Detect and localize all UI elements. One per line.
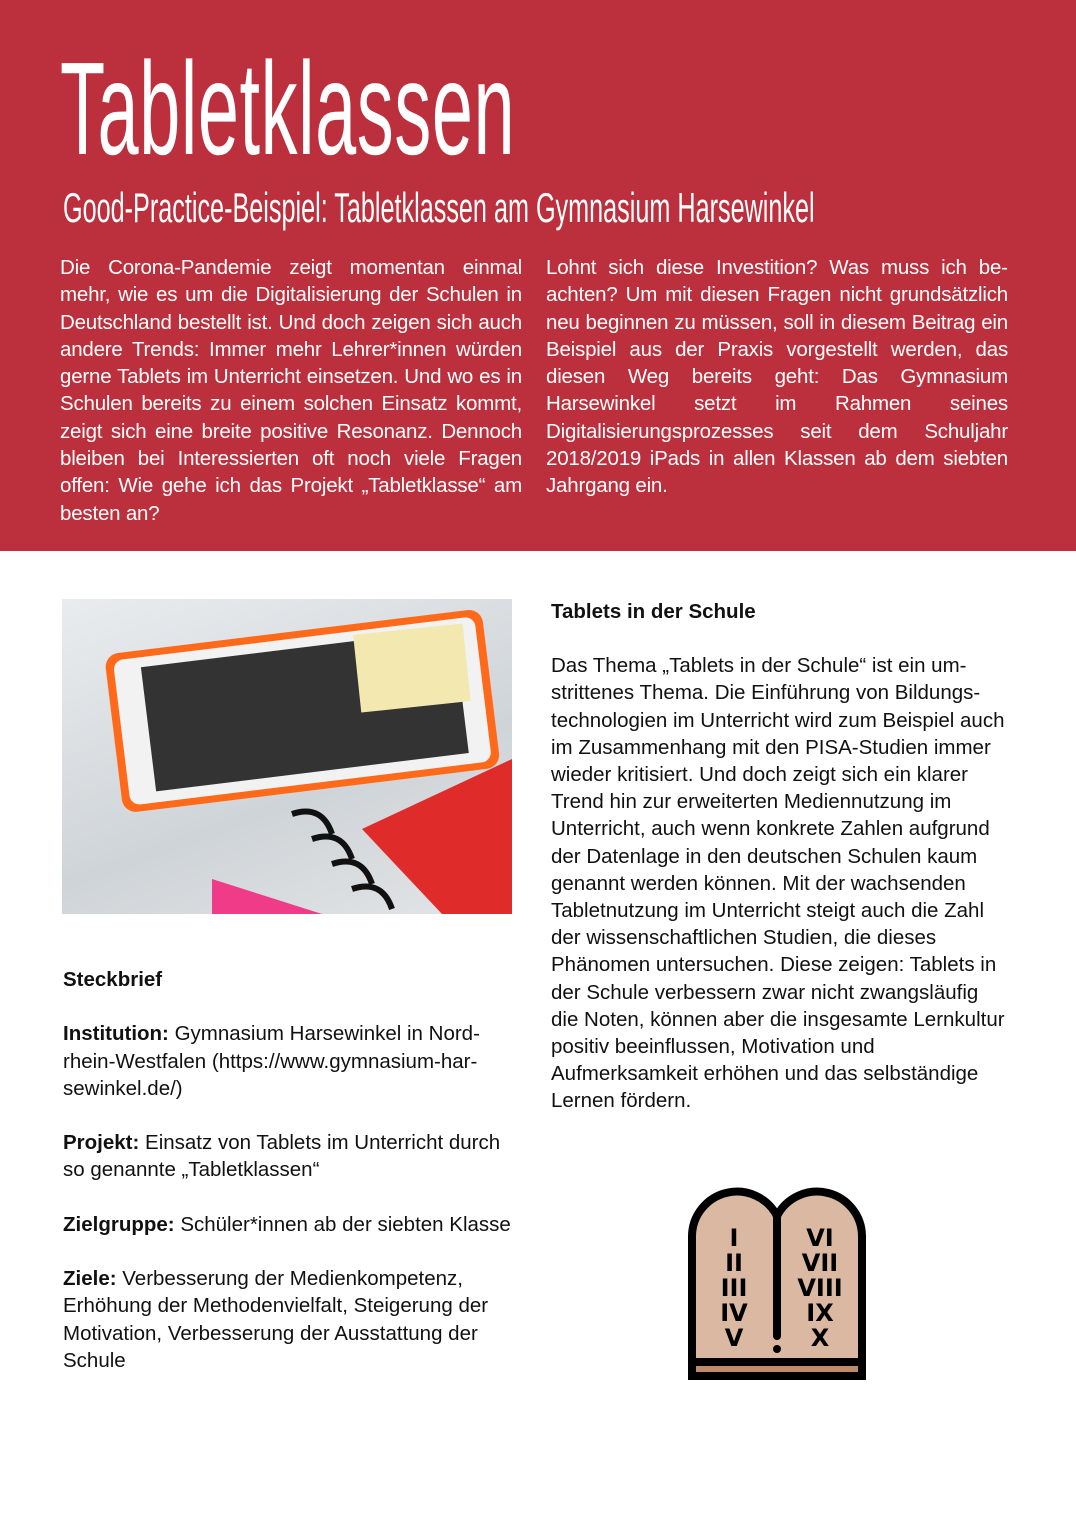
steckbrief-item xyxy=(63,1211,518,1238)
item-label: Projekt: xyxy=(63,1131,140,1155)
svg-text:VI: VI xyxy=(806,1224,834,1252)
svg-text:III: III xyxy=(720,1274,748,1302)
steckbrief-item xyxy=(63,1129,518,1184)
item-label: Ziele: xyxy=(63,1267,117,1291)
item-text: Schüler*innen ab der siebten Klasse xyxy=(180,1212,511,1236)
page-subtitle: Good-Practice-Beispiel: Tabletklassen am Gymnasium Harsewinkel xyxy=(63,184,815,231)
section-body: Das Thema „Tablets in der Schule“ ist ein umstrittenes Thema. Die Einführung von Bildungstechnologien im Unterricht wird zum Beispiel auch im Zusammenhang mit den PISA-Studien immer wieder kritisiert. Und doch zeigt sich ein klarer Trend hin zur erweiterten Mediennutzung im Unterricht, auch wenn konkrete Zahlen aufgrund der Datenlage in den deutschen Schulen kaum genannt werden können. Mit der wachsenden Tabletnutzung im Unterricht steigt auch die Zahl der wissenschaftlichen Studien, die dieses Phänomen untersuchen. Diese zeigen: Tablets in der Schule verbessern zwar nicht zwangsläufig die Noten, können aber die insgesamte Lernkultur positiv beeinflussen, Motivation und Aufmerksamkeit erhöhen und das selbständige Lernen fördern. xyxy=(551,654,1005,1113)
steckbrief-item xyxy=(63,1265,518,1374)
svg-text:VIII: VIII xyxy=(797,1274,843,1302)
steckbrief-item xyxy=(63,1020,518,1102)
header-banner xyxy=(0,0,1076,551)
page-title: Tabletklassen xyxy=(60,35,516,182)
svg-text:V: V xyxy=(724,1324,744,1352)
item-text: Verbesserung der Medienkompetenz, Erhöhung der Methodenvielfalt, Steigerung der Motivation, Verbesserung der Ausstattung der Schule xyxy=(63,1267,489,1372)
intro-left: Die Corona-Pandemie zeigt momentan einmal mehr, wie es um die Digitalisierung der Schulen in Deutschland bestellt ist. Und doch zeigen sich auch andere Trends: Immer mehr Lehrer*innen würden gerne Tablets im Unterricht einsetzen. Und wo es in Schulen bereits zu einem solchen Einsatz kommt, zeigt sich eine breite positive Resonanz. Dennoch bleiben bei Interessierten oft noch viele Fragen offen: Wie gehe ich das Projekt „Tabletklasse“ am besten an? xyxy=(60,256,522,525)
svg-text:I: I xyxy=(729,1224,739,1252)
svg-text:II: II xyxy=(725,1249,743,1277)
steckbrief-heading: Steckbrief xyxy=(63,968,163,991)
svg-text:IX: IX xyxy=(806,1299,834,1327)
item-text: Gymnasium Harsewinkel in Nordrhein-Westfalen (https://www.gymnasium-harsewinkel.de/) xyxy=(63,1022,480,1100)
svg-text:X: X xyxy=(810,1324,830,1352)
item-label: Zielgruppe: xyxy=(63,1212,175,1236)
svg-text:VII: VII xyxy=(801,1249,839,1277)
commandment-tablets-icon xyxy=(686,1186,868,1391)
intro-right: Lohnt sich diese Investition? Was muss ich beachten? Um mit diesen Fragen nicht grundsätzlich neu beginnen zu müssen, soll in diesem Beitrag ein Beispiel aus der Praxis vorgestellt werden, das diesen Weg bereits geht: Das Gymnasium Harsewinkel setzt im Rahmen seines Digitalisierungsprozesses seit dem Schuljahr 2018/2019 iPads in allen Klassen ab dem siebten Jahrgang ein. xyxy=(546,256,1008,498)
item-label: Institution: xyxy=(63,1022,169,1046)
steckbrief xyxy=(63,966,518,1401)
tablet-photo xyxy=(62,599,512,914)
section-heading: Tablets in der Schule xyxy=(551,600,756,623)
section-tablets-in-school xyxy=(551,598,1011,1115)
item-text: Einsatz von Tablets im Unterricht durch so genannte „Tabletklassen“ xyxy=(63,1131,501,1182)
svg-text:IV: IV xyxy=(720,1299,748,1327)
